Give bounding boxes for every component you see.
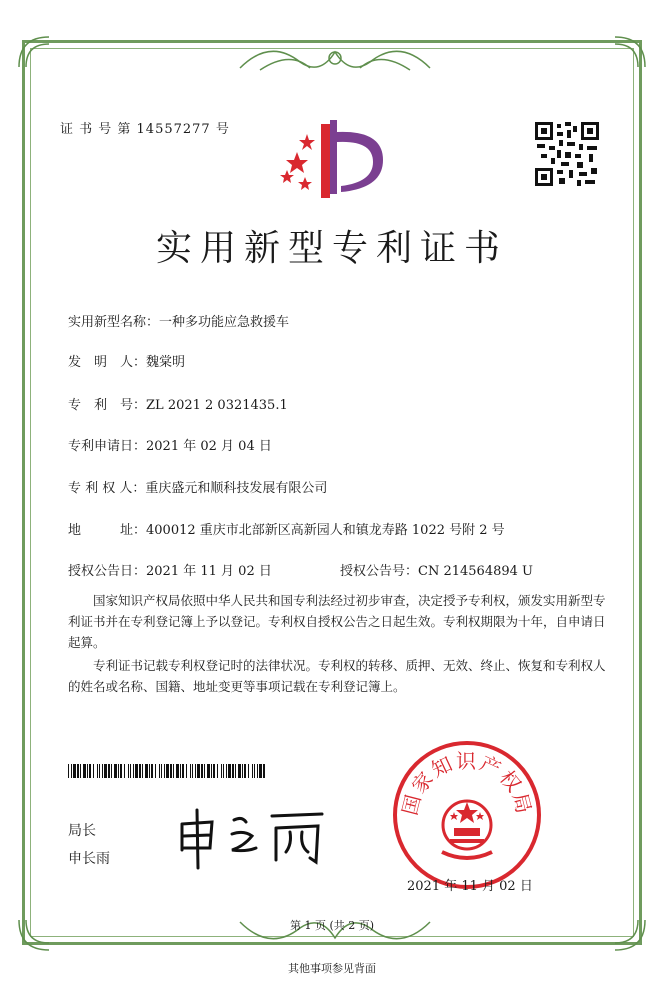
patentee-row <box>68 477 327 496</box>
address-value: 400012 重庆市北部新区高新园人和镇龙寿路 1022 号附 2 号 <box>146 523 505 538</box>
patent-office-logo <box>275 112 385 202</box>
director-title: 局长 <box>68 823 96 839</box>
seal-date: 2021 年 11 月 02 日 <box>407 879 533 894</box>
address-label: 地 址： <box>68 523 147 538</box>
patentee-value: 重庆盛元和顺科技发展有限公司 <box>145 481 328 496</box>
utility-model-name-value: 一种多功能应急救援车 <box>159 315 290 330</box>
grant-number-label: 授权公告号： <box>340 564 419 579</box>
address-row <box>68 519 505 538</box>
grant-number-row <box>340 560 533 579</box>
footer-note: 其他事项参见背面 <box>288 962 376 975</box>
grant-number-value: CN 214564894 U <box>418 564 533 579</box>
official-seal <box>392 740 542 890</box>
statement-paragraph-1: 国家知识产权局依照中华人民共和国专利法经过初步审查，决定授予专利权，颁发实用新型专利证书并在专利登记簿上予以登记。专利权自授权公告之日起生效。专利权期限为十年，自申请日起算。 <box>68 593 606 650</box>
filing-date-row <box>68 435 272 454</box>
patent-number-row <box>68 394 288 413</box>
corner-ornament-tr <box>610 32 650 72</box>
inventor-value: 魏棠明 <box>146 355 186 370</box>
certificate-number: 证 书 号 第 14557277 号 <box>60 122 230 137</box>
statement-paragraph-2: 专利证书记载专利权登记时的法律状况。专利权的转移、质押、无效、终止、恢复和专利权人的姓名或名称、国籍、地址变更等事项记载在专利登记簿上。 <box>68 658 606 694</box>
patentee-label: 专 利 权 人： <box>68 481 146 496</box>
patent-number-label: 专 利 号： <box>68 398 147 413</box>
grant-date-value: 2021 年 11 月 02 日 <box>146 564 272 579</box>
grant-date-row <box>68 560 272 579</box>
page-indicator: 第 1 页 (共 2 页) <box>289 919 375 932</box>
director-name: 申长雨 <box>68 851 110 867</box>
qr-code <box>533 120 601 188</box>
top-ornament <box>230 38 440 78</box>
grant-date-label: 授权公告日： <box>68 564 147 579</box>
barcode <box>68 764 266 778</box>
inventor-row <box>68 351 185 370</box>
patent-number-value: ZL 2021 2 0321435.1 <box>146 398 288 413</box>
inventor-label: 发 明 人： <box>68 355 147 370</box>
certificate-title: 实用新型专利证书 <box>155 228 508 269</box>
utility-model-name-row <box>68 311 289 330</box>
handwritten-signature <box>172 802 337 872</box>
utility-model-name-label: 实用新型名称： <box>68 315 160 330</box>
seal-text: 国家知识产权局 <box>397 749 537 818</box>
filing-date-value: 2021 年 02 月 04 日 <box>146 439 272 454</box>
corner-ornament-tl <box>14 32 54 72</box>
filing-date-label: 专利申请日： <box>68 439 147 454</box>
